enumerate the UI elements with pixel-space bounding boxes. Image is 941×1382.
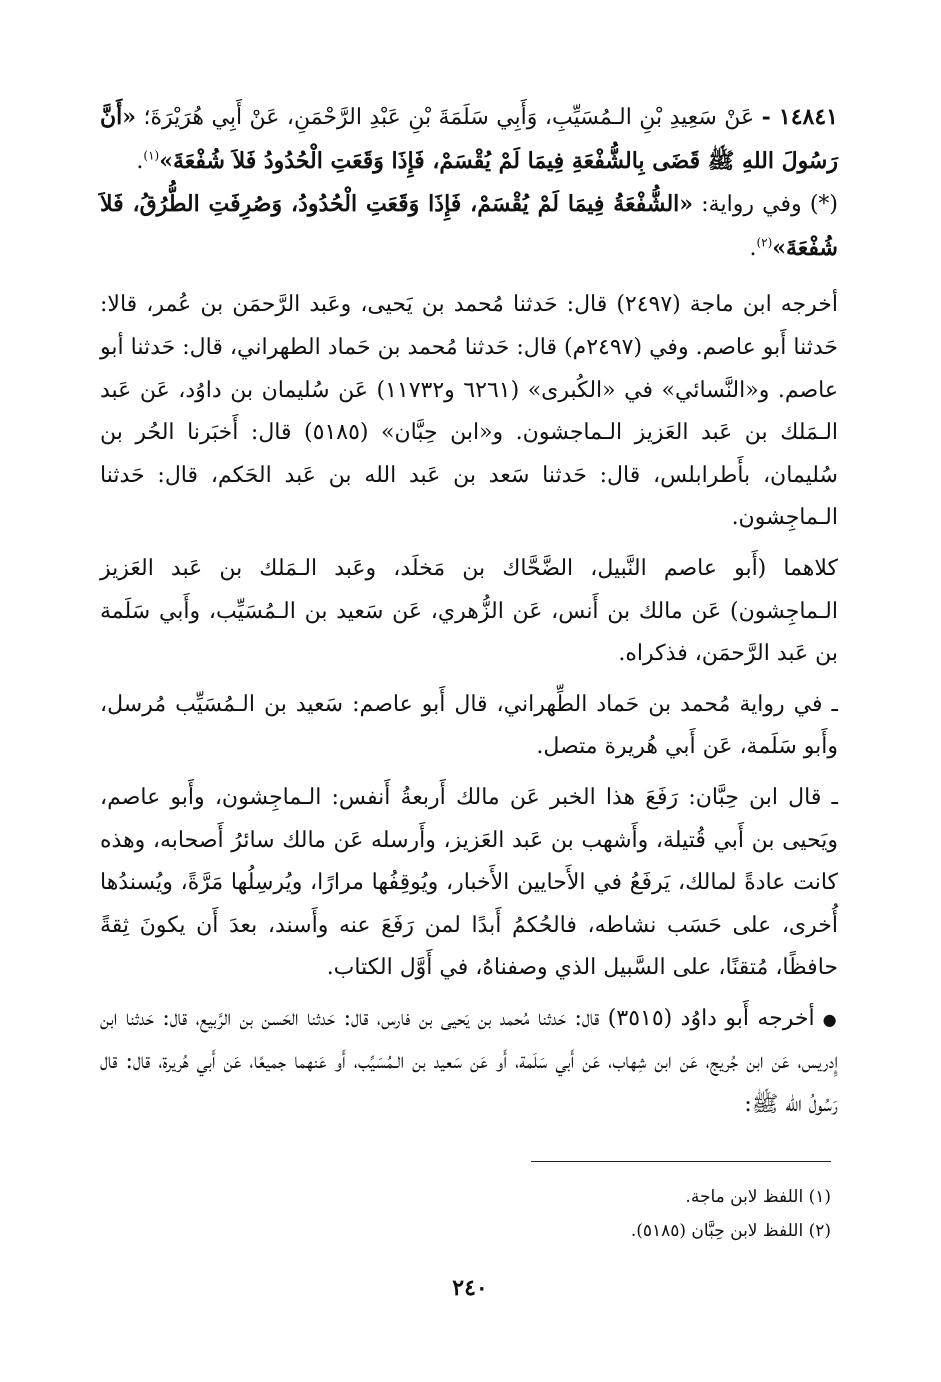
- takhrij-paragraph-2: كلاهما (أَبو عاصم النَّبيل، الضَّحَّاك بن مَخلَد، وعَبد الـمَلك بن عَبد العَزيز الـماجِشون) عَن مالك بن أَنس، عَن الزُّهري، عَن سَعيد بن الـمُسَيِّب، وأَبي سَلَمة بن عَبد الرَّحمَن، فذكراه.: [100, 555, 838, 667]
- hadith-number: ١٤٨٤١ -: [761, 104, 838, 130]
- hadith-chain: عَنْ سَعِيدِ بْنِ الـمُسَيِّبِ، وَأَبِي سَلَمَةَ بْنِ عَبْدِ الرَّحْمَنِ، عَنْ أَبِي هُرَيْرَةَ؛: [143, 105, 755, 130]
- hadith-block: ١٤٨٤١ - عَنْ سَعِيدِ بْنِ الـمُسَيِّبِ، وَأَبِي سَلَمَةَ بْنِ عَبْدِ الرَّحْمَنِ، عَنْ أَبِي هُرَيْرَةَ؛ «أَنَّ رَسُولَ اللهِ ﷺ قَضَى بِالشُّفْعَةِ فِيمَا لَمْ يُقْسَمْ، فَإِذَا وَقَعَتِ الْحُدُودُ فَلاَ شُفْعَةَ»$^{(١)}$. (*) وفي رواية: «الشُّفْعَةُ فِيمَا لَمْ يُقْسَمْ، فَإِذَا وَقَعَتِ الْحُدُودُ، وَصُرِفَتِ الطُّرُقُ، فَلاَ شُفْعَةَ»$^{(٢)}$.: [100, 104, 838, 261]
- variant-intro: (*) وفي رواية:: [701, 192, 838, 218]
- bullet-icon: ●: [822, 1009, 838, 1029]
- takhrij-paragraph-4: ـ قال ابن حِبَّان: رَفَعَ هذا الخبر عَن مالك أَربعةُ أَنفس: الـماجِشون، وأَبو عاصم، ويَحيى بن أَبي قُتيلة، وأَشهب بن عَبد العَزيز، وأَرسله عَن مالك سائرُ أَصحابه، وهذه كانت عادةً لمالك، يَرفَعُ في الأَحايين الأَخبار، ويُوقِفُها مرارًا، ويُرسِلُها مَرَّةً، ويُسندُها أُخرى، على حَسَب نشاطه، فالحُكمُ أَبدًا لمن رَفَعَ عنه وأَسند، بعدَ أَن يكونَ ثِقةً حافظًا، مُتقنًا، على السَّبيل الذي وصفناهُ، في أَوَّل الكتاب.: [100, 784, 838, 981]
- takhrij-paragraph-3: ـ في رواية مُحمد بن حَماد الطِّهراني، قال أَبو عاصم: سَعيد بن الـمُسَيِّب مُرسل، وأَبو سَلَمة، عَن أَبي هُريرة متصل.: [100, 691, 838, 760]
- footnote-2: (٢) اللفظ لابن حِبَّان (٥١٨٥).: [630, 1221, 831, 1241]
- footnote-ref-1: (١): [143, 148, 160, 163]
- footnote-divider: [531, 1161, 831, 1162]
- hadith-text: «أَنَّ رَسُولَ اللهِ ﷺ قَضَى بِالشُّفْعَةِ فِيمَا لَمْ يُقْسَمْ، فَإِذَا وَقَعَتِ الْحُدُودُ فَلاَ شُفْعَةَ»: [100, 104, 838, 174]
- footnote-ref-2: (٢): [756, 235, 773, 250]
- takhrij-paragraph-1: أخرجه ابن ماجة (٢٤٩٧) قال: حَدثنا مُحمد بن يَحيى، وعَبد الرَّحمَن بن عُمر، قالا: حَدثنا أَبو عاصم. وفي (٢٤٩٧م) قال: حَدثنا مُحمد بن حَماد الطهراني، قال: حَدثنا أبو عاصم. و«النَّسائي» في «الكُبرى» (٦٢٦١ و١١٧٣٢) عَن سُليمان بن داوُد، عَن عَبد الـمَلك بن عَبد العَزيز الـماجشون. و«ابن حِبَّان» (٥١٨٥) قال: أَخبَرنا الحُر بن سُليمان، بأَطرابلس، قال: حَدثنا سَعد بن عَبد الله بن عَبد الحَكم، قال: حَدثنا الـماجِشون.: [100, 292, 839, 531]
- main-text: [100, 96, 838, 1127]
- variant-text: «الشُّفْعَةُ فِيمَا لَمْ يُقْسَمْ، فَإِذَا وَقَعَتِ الْحُدُودُ، وَصُرِفَتِ الطُّرُقُ، فَلاَ شُفْعَةَ»: [100, 191, 838, 261]
- footnote-1: (١) اللفظ لابن ماجة.: [685, 1187, 831, 1207]
- takhrij-paragraph-5-text: أخرجه أَبو داوُد (٣٥١٥) قال: حَدثنا مُحمد بن يَحيى بن فارس، قال: حَدثنا الحَسن بن الرَّبيع، قال: حَدثنا ابن إِدريس، عَن ابن جُريج، عَن ابن شِهاب، عَن أَبي سَلَمة، أَو عَن سَعيد بن الـمُسَيِّب، أَو عَنهما جميعًا، عَن أَبي هُريرة، قال: قال رَسُولُ الله ﷺ:: [100, 1005, 838, 1118]
- footnotes: [300, 1180, 831, 1248]
- takhrij-paragraph-5: [100, 998, 838, 1127]
- page-number: ٢٤٠: [452, 1275, 488, 1301]
